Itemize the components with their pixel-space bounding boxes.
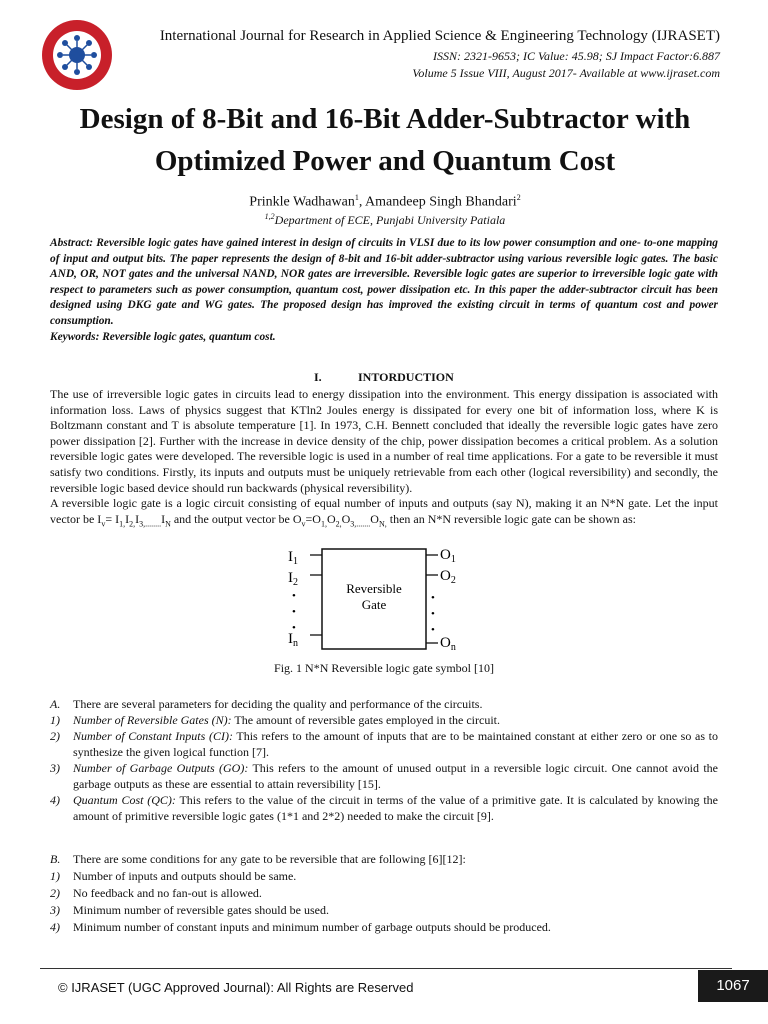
authors [40,193,730,211]
author-1-sup: 1 [354,193,359,202]
list-a-intro: A. There are several parameters for deciding the quality and performance of the circuits. [50,697,483,711]
gate-label-1: Reversible [346,581,402,596]
list-item: 1) Number of Reversible Gates (N): The amount of reversible gates employed in the circuit. [50,713,500,727]
paper-title [40,98,730,182]
output-dot-2: • [431,608,435,620]
list-item: 2) Number of Constant Inputs (CI): This refers to the amount of inputs that are to be maintained constant at either zero or one so as to synthesize the given logical function [7]. [50,729,718,759]
author-1: Prinkle Wadhawan [249,194,355,210]
author-2: , Amandeep Singh Bhandari [358,194,517,210]
title-line-1: Design of 8-Bit and 16-Bit Adder-Subtractor with [79,103,691,135]
affiliation [40,212,730,228]
list-item: 2) No feedback and no fan-out is allowed. [50,886,262,900]
intro-paragraph-1: The use of irreversible logic gates in circuits lead to energy dissipation into the environment. This energy dissipation is associated with information loss. Laws of physics suggest that KTln2 Joules energy is dissipated for every one bit of information loss, where K is Boltzmann constant and T is absolute temperature [1]. In 1973, C.H. Bennett concluded that ideally the reversible logic gates have zero power dissipation [2]. Further with the increase in device density of the chip, power dissipation becomes a critical problem. As a solution reversible logic gates were developed. The reversible logic is used in a number of real time applications. For a gate to be reversible it must satisfy two conditions. Firstly, its inputs and outputs must be uniquely retrievable from each other (logical reversibility) and secondly, the reversible logic based device should run backwards (physical reversibility). [50,387,718,495]
parameters-list [50,696,718,824]
list-item: 4) Minimum number of constant inputs and minimum number of garbage outputs should be produced. [50,920,551,934]
author-2-sup: 2 [516,193,521,202]
affiliation-text: Department of ECE, Punjabi University Patiala [274,213,506,227]
output-dot-3: • [431,624,435,636]
input-dot-3: • [292,622,296,634]
input-dot-2: • [292,606,296,618]
page-number: 1067 [698,970,768,1002]
journal-name: International Journal for Research in Applied Science & Engineering Technology (IJRASET) [159,28,720,44]
footer-divider [40,968,732,969]
section-title: INTORDUCTION [358,370,454,384]
issn-line: ISSN: 2321-9653; IC Value: 45.98; SJ Impact Factor:6.887 [433,49,720,63]
conditions-list [50,851,718,936]
figure-caption: Fig. 1 N*N Reversible logic gate symbol [10] [274,661,494,675]
volume-line: Volume 5 Issue VIII, August 2017- Available at www.ijraset.com [412,66,720,80]
footer-copyright: © IJRASET (UGC Approved Journal): All Rights are Reserved [58,980,414,995]
abstract-text: Abstract: Reversible logic gates have gained interest in design of circuits in VLSI due to its low power consumption and one- to-one mapping of input and output bits. The paper represents the design of 8-bit and 16-bit adder-subtractor using various reversible logic gates. The basic AND, OR, NOT gates and the universal NAND, NOR gates are irreversible. Reversible logic gates are superior to irreversible logic gate with respect to parameters such as power consumption, quantum cost, power dissipation etc. In this paper the adder-subtractor circuit has been designed using DKG gate and WG gates. The proposed design has improved the existing circuit in terms of quantum cost and power consumption. [50,237,718,327]
abstract [50,236,718,345]
input-2-label: $I_2$ [288,570,298,588]
list-a-marker: A. [50,697,61,711]
section-number: I. [314,370,322,384]
reversible-gate-diagram [282,543,472,655]
list-b-intro: B. There are some conditions for any gate to be reversible that are following [6][12]: [50,852,466,866]
gate-label-2: Gate [361,597,387,612]
introduction-body [50,387,718,532]
input-n-label: $I_n$ [288,631,298,649]
output-2-label: $O_2$ [440,568,456,586]
output-n-label: $O_n$ [440,635,456,653]
title-line-2: Optimized Power and Quantum Cost [154,145,616,177]
journal-logo [40,18,114,92]
output-dot-1: • [431,592,435,604]
list-item: 1) Number of inputs and outputs should be same. [50,869,297,883]
list-item: 3) Number of Garbage Outputs (GO): This refers to the amount of unused output in a reversible logic circuit. One cannot avoid the garbage outputs as these are essential to attain reversibility [15]. [50,761,718,791]
journal-logo-graphic [40,18,114,92]
list-item: 4) Quantum Cost (QC): This refers to the value of the circuit in terms of the value of a primitive gate. It is calculated by knowing the amount of primitive reversible logic gates (1*1 and 2*2) needed to make the circuit [9]. [50,793,718,823]
list-item: 3) Minimum number of reversible gates should be used. [50,903,329,917]
keywords: Keywords: Reversible logic gates, quantum cost. [50,330,276,343]
affiliation-sup: 1,2 [264,212,275,221]
reversible-gate-figure [282,543,472,655]
input-dot-1: • [292,590,296,602]
input-1-label: $I_1$ [288,549,298,567]
output-1-label: $O_1$ [440,547,456,565]
intro-paragraph-2: A reversible logic gate is a logic circuit consisting of equal number of inputs and outputs (say N), making it an N*N gate. Let the input vector be $I_v= I_{1,}I_{2,}I_{3,........}I_N$ and the output vector be $O_v=O_{1,}O_{2,}O_{3,.......}O_{N,}$ then an N*N reversible logic gate can be shown as: [50,496,718,529]
list-b-marker: B. [50,852,61,866]
